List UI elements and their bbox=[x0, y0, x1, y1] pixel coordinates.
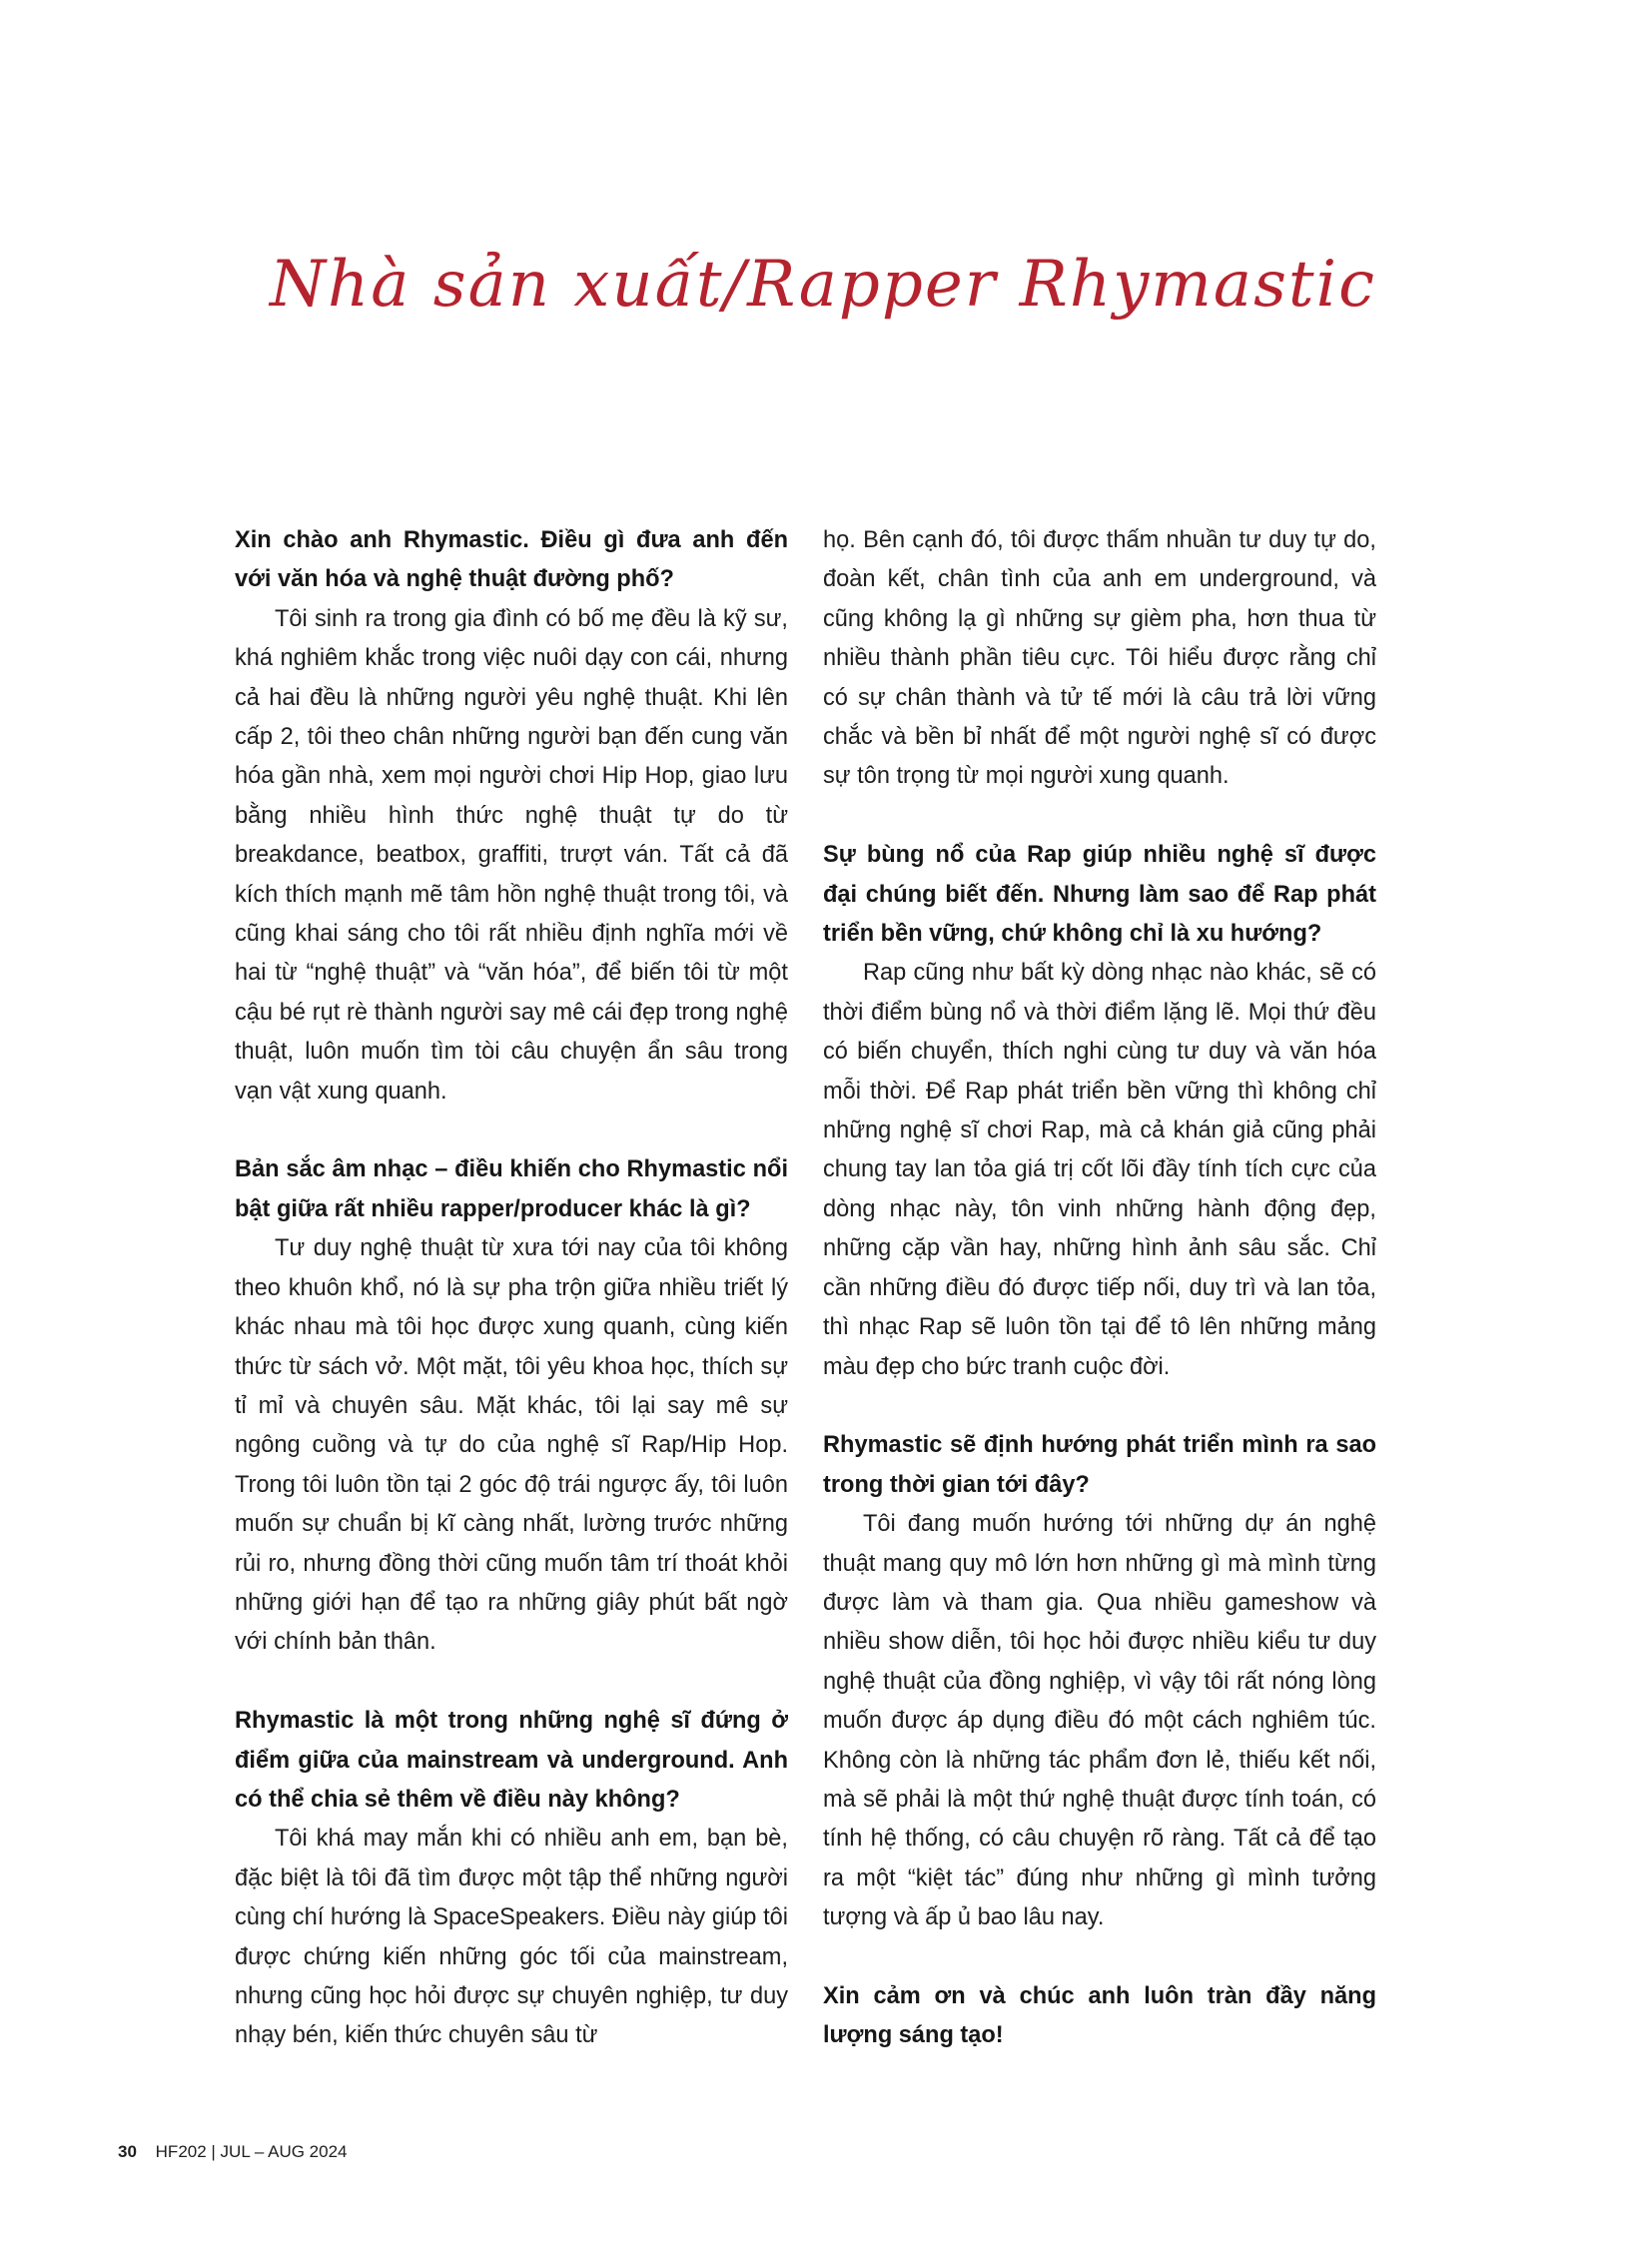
answer: Tôi sinh ra trong gia đình có bố mẹ đều là kỹ sư, khá nghiêm khắc trong việc nuôi dạy con cái, nhưng cả hai đều là những người yêu nghệ thuật. Khi lên cấp 2, tôi theo chân những người bạn đến cung văn hóa gần nhà, xem mọi người chơi Hip Hop, giao lưu bằng nhiều hình thức nghệ thuật tự do từ breakdance, beatbox, graffiti, trượt ván. Tất cả đã kích thích mạnh mẽ tâm hồn nghệ thuật trong tôi, và cũng khai sáng cho tôi rất nhiều định nghĩa mới về hai từ “nghệ thuật” và “văn hóa”, để biến tôi từ một cậu bé rụt rè thành người say mê cái đẹp trong nghệ thuật, luôn muốn tìm tòi câu chuyện ẩn sâu trong vạn vật xung quanh. bbox=[235, 605, 788, 1105]
question: Rhymastic sẽ định hướng phát triển mình ra sao trong thời gian tới đây? bbox=[823, 1432, 1376, 1498]
answer: Tư duy nghệ thuật từ xưa tới nay của tôi không theo khuôn khổ, nó là sự pha trộn giữa nhiều triết lý khác nhau mà tôi học được xung quanh, cùng kiến thức từ sách vở. Một mặt, tôi yêu khoa học, thích sự tỉ mỉ và chuyên sâu. Mặt khác, tôi lại say mê sự ngông cuồng và tự do của nghệ sĩ Rap/Hip Hop. Trong tôi luôn tồn tại 2 góc độ trái ngược ấy, tôi luôn muốn sự chuẩn bị kĩ càng nhất, lường trước những rủi ro, nhưng đồng thời cũng muốn tâm trí thoát khỏi những giới hạn để tạo ra những giây phút bất ngờ với chính bản thân. bbox=[235, 1235, 788, 1656]
qa-block bbox=[235, 1150, 788, 1662]
qa-block bbox=[823, 836, 1376, 1387]
left-column bbox=[235, 521, 788, 2056]
qa-block bbox=[235, 1702, 788, 2056]
right-column bbox=[823, 521, 1376, 2056]
issue-label: HF202 | JUL – AUG 2024 bbox=[155, 2142, 348, 2161]
answer: Tôi khá may mắn khi có nhiều anh em, bạn bè, đặc biệt là tôi đã tìm được một tập thể những người cùng chí hướng là SpaceSpeakers. Điều này giúp tôi được chứng kiến những góc tối của mainstream, nhưng cũng học hỏi được sự chuyên nghiệp, tư duy nhạy bén, kiến thức chuyên sâu từ bbox=[235, 1826, 788, 2049]
closing-remark: Xin cảm ơn và chúc anh luôn tràn đầy năng lượng sáng tạo! bbox=[823, 1982, 1376, 2049]
question: Sự bùng nổ của Rap giúp nhiều nghệ sĩ được đại chúng biết đến. Nhưng làm sao để Rap phát triển bền vững, chứ không chỉ là xu hướng? bbox=[823, 842, 1376, 948]
question: Bản sắc âm nhạc – điều khiến cho Rhymastic nổi bật giữa rất nhiều rapper/producer khác là gì? bbox=[235, 1156, 788, 1222]
page-title: Nhà sản xuất/Rapper Rhymastic bbox=[270, 248, 1376, 322]
question: Xin chào anh Rhymastic. Điều gì đưa anh đến với văn hóa và nghệ thuật đường phố? bbox=[235, 527, 788, 593]
page-number: 30 bbox=[118, 2142, 137, 2161]
qa-block bbox=[823, 1426, 1376, 1937]
answer: Rap cũng như bất kỳ dòng nhạc nào khác, sẽ có thời điểm bùng nổ và thời điểm lặng lẽ. Mọi thứ đều có biến chuyển, thích nghi cùng tư duy và văn hóa mỗi thời. Để Rap phát triển bền vững thì không chỉ những nghệ sĩ chơi Rap, mà cả khán giả cũng phải chung tay lan tỏa giá trị cốt lõi đầy tính tích cực của dòng nhạc này, tôn vinh những hành động đẹp, những cặp vần hay, những hình ảnh sâu sắc. Chỉ cần những điều đó được tiếp nối, duy trì và lan tỏa, thì nhạc Rap sẽ luôn tồn tại để tô lên những mảng màu đẹp cho bức tranh cuộc đời. bbox=[823, 960, 1376, 1380]
qa-block bbox=[235, 521, 788, 1112]
answer: Tôi đang muốn hướng tới những dự án nghệ thuật mang quy mô lớn hơn những gì mà mình từng được làm và tham gia. Qua nhiều gameshow và nhiều show diễn, tôi học hỏi được nhiều kiểu tư duy nghệ thuật của đồng nghiệp, vì vậy tôi rất nóng lòng muốn được áp dụng điều đó một cách nghiêm túc. Không còn là những tác phẩm đơn lẻ, thiếu kết nối, mà sẽ phải là một thứ nghệ thuật được tính toán, có tính hệ thống, có câu chuyện rõ ràng. Tất cả để tạo ra một “kiệt tác” đúng như những gì mình tưởng tượng và ấp ủ bao lâu nay. bbox=[823, 1511, 1376, 1931]
page-footer bbox=[118, 2142, 348, 2162]
question: Rhymastic là một trong những nghệ sĩ đứng ở điểm giữa của mainstream và underground. Anh có thể chia sẻ thêm về điều này không? bbox=[235, 1708, 788, 1813]
answer-continuation: họ. Bên cạnh đó, tôi được thấm nhuần tư duy tự do, đoàn kết, chân tình của anh em underground, và cũng không lạ gì những sự gièm pha, hơn thua từ nhiều thành phần tiêu cực. Tôi hiểu được rằng chỉ có sự chân thành và tử tế mới là câu trả lời vững chắc và bền bỉ nhất để một người nghệ sĩ có được sự tôn trọng từ mọi người xung quanh. bbox=[823, 527, 1376, 790]
